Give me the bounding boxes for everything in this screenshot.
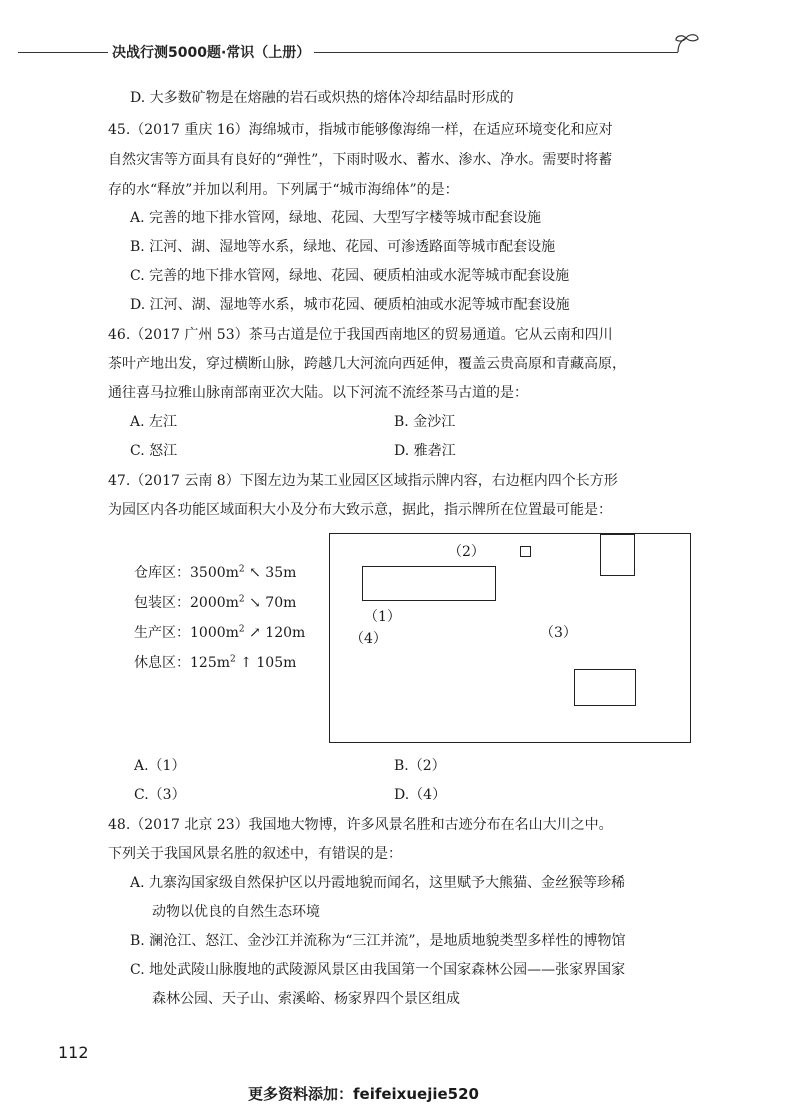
park-diagram [329, 533, 691, 743]
label-2: （2） [448, 544, 485, 560]
q47-option-d: D.（4） [394, 787, 447, 803]
q46-option-c: C. 怒江 [130, 443, 178, 459]
legend-sup: 2 [238, 564, 245, 575]
legend-dist: 35m [265, 565, 297, 581]
legend-sup: 2 [238, 624, 245, 635]
page-number: 112 [58, 1043, 89, 1062]
q45-option-d: D. 江河、湖、湿地等水系，城市花园、硬质柏油或水泥等城市配套设施 [130, 297, 570, 313]
legend-arrow: ↖ [249, 565, 261, 581]
q48-option-a-line2: 动物以优良的自然生态环境 [152, 904, 320, 920]
q44-option-d: D. 大多数矿物是在熔融的岩石或炽热的熔体冷却结晶时形成的 [130, 90, 514, 106]
q45-stem-2: 自然灾害等方面具有良好的“弹性”，下雨时吸水、蓄水、渗水、净水。需要时将蓄 [108, 152, 613, 168]
legend-dist: 120m [265, 625, 306, 641]
q45-option-a: A. 完善的地下排水管网，绿地、花园、大型写字楼等城市配套设施 [130, 210, 542, 226]
footer-note: 更多资料添加：feifeixuejie520 [248, 1085, 479, 1103]
legend-area: 包装区：2000m [134, 595, 239, 611]
legend-arrow: ↑ [240, 655, 252, 671]
book-title: 决战行测5000题·常识（上册） [108, 42, 314, 62]
legend-row-production [134, 622, 305, 642]
label-3: （3） [540, 625, 577, 641]
q45-stem-3: 存的水“释放”并加以利用。下列属于“城市海绵体”的是： [108, 182, 459, 198]
q46-stem-2: 茶叶产地出发，穿过横断山脉，跨越几大河流向西延伸，覆盖云贵高原和青藏高原， [108, 356, 626, 372]
legend-sup: 2 [238, 594, 245, 605]
q47-stem-1: 47.（2017 云南 8）下图左边为某工业园区区域指示牌内容，右边框内四个长方形 [108, 473, 618, 489]
q46-option-b: B. 金沙江 [394, 414, 456, 430]
q45-option-b: B. 江河、湖、湿地等水系，绿地、花园、可渗透路面等城市配套设施 [130, 239, 556, 255]
q47-option-b: B.（2） [394, 758, 446, 774]
q47-option-a: A.（1） [134, 758, 186, 774]
q48-option-b: B. 澜沧江、怒江、金沙江并流称为“三江并流”，是地质地貌类型多样性的博物馆 [130, 933, 626, 949]
legend-sup: 2 [230, 654, 236, 665]
label-4: （4） [350, 631, 387, 647]
q45-option-c: C. 完善的地下排水管网，绿地、花园、硬质柏油或水泥等城市配套设施 [130, 268, 570, 284]
header-rule-right [300, 52, 678, 53]
header-rule-left [18, 52, 110, 53]
q45-stem-1: 45.（2017 重庆 16）海绵城市，指城市能够像海绵一样，在适应环境变化和应对 [108, 122, 613, 138]
q46-stem-3: 通往喜马拉雅山脉南部南亚次大陆。以下河流不流经茶马古道的是： [108, 385, 528, 401]
sprout-icon [672, 32, 706, 56]
legend-area: 生产区：1000m [134, 625, 239, 641]
legend-dist: 70m [265, 595, 297, 611]
small-square [520, 546, 531, 557]
rect-left [362, 566, 496, 601]
legend-row-packing [134, 592, 296, 612]
q48-option-a-line1: A. 九寨沟国家级自然保护区以丹霞地貌而闻名，这里赋予大熊猫、金丝猴等珍稀 [130, 875, 626, 891]
q48-option-c-line1: C. 地处武陵山脉腹地的武陵源风景区由我国第一个国家森林公园——张家界国家 [130, 962, 626, 978]
rect-top-right [600, 534, 635, 576]
legend-arrow: ↘ [249, 595, 261, 611]
q46-option-d: D. 雅砻江 [394, 443, 456, 459]
q48-stem-1: 48.（2017 北京 23）我国地大物博，许多风景名胜和古迹分布在名山大川之中。 [108, 817, 613, 833]
legend-area: 休息区：125m [134, 655, 230, 671]
q48-stem-2: 下列关于我国风景名胜的叙述中，有错误的是： [108, 846, 402, 862]
legend-area: 仓库区：3500m [134, 565, 239, 581]
q46-option-a: A. 左江 [130, 414, 178, 430]
q46-stem-1: 46.（2017 广州 53）茶马古道是位于我国西南地区的贸易通道。它从云南和四川 [108, 327, 613, 343]
legend-row-rest [134, 652, 296, 672]
q47-option-c: C.（3） [134, 787, 186, 803]
q47-stem-2: 为园区内各功能区域面积大小及分布大致示意，据此，指示牌所在位置最可能是： [108, 502, 612, 518]
rect-bottom-right [574, 669, 636, 706]
legend-row-warehouse [134, 562, 296, 582]
legend-arrow: ↗ [249, 625, 261, 641]
q48-option-c-line2: 森林公园、天子山、索溪峪、杨家界四个景区组成 [152, 991, 460, 1007]
legend-dist: 105m [256, 655, 297, 671]
label-1: （1） [364, 609, 401, 625]
